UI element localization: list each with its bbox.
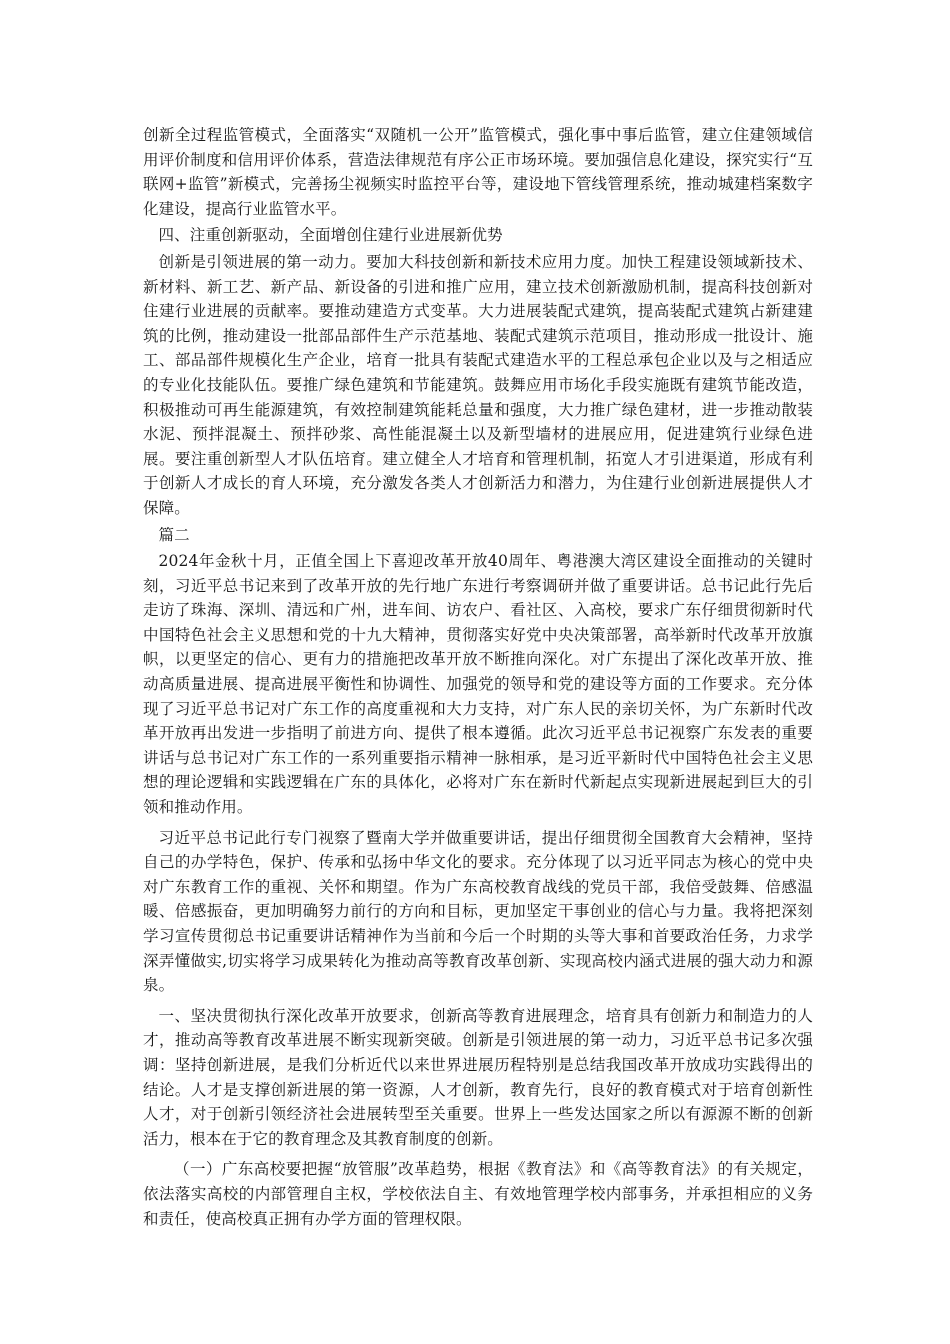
document-page [143,123,813,1231]
body-paragraph: （一）广东高校要把握“放管服”改革趋势，根据《教育法》和《高等教育法》的有关规定，依法落实高校的内部管理自主权，学校依法自主、有效地管理学校内部事务，并承担相应的义务和责任，使高校真正拥有办学方面的管理权限。 [143,1160,813,1228]
section-heading: 四、注重创新驱动，全面增创住建行业进展新优势 [158,226,503,245]
body-paragraph: 创新是引领进展的第一动力。要加大科技创新和新技术应用力度。加快工程建设领域新技术、新材料、新工艺、新产品、新设备的引进和推广应用，建立技术创新激励机制，提高科技创新对住建行业进展的贡献率。要推动建造方式变革。大力进展装配式建筑，提高装配式建筑占新建建筑的比例，推动建设一批部品部件生产示范基地、装配式建筑示范项目，推动形成一批设计、施工、部品部件规模化生产企业，培育一批具有装配式建造水平的工程总承包企业以及与之相适应的专业化技能队伍。要推广绿色建筑和节能建筑。鼓舞应用市场化手段实施既有建筑节能改造，积极推动可再生能源建筑，有效控制建筑能耗总量和强度，大力推广绿色建材，进一步推动散装水泥、预拌混凝土、预拌砂浆、高性能混凝土以及新型墙材的进展应用，促进建筑行业绿色进展。要注重创新型人才队伍培育。建立健全人才培育和管理机制，拓宽人才引进渠道，形成有利于创新人才成长的育人环境，充分激发各类人才创新活力和潜力，为住建行业创新进展提供人才保障。 [143,252,813,517]
body-paragraph: 一、坚决贯彻执行深化改革开放要求，创新高等教育进展理念，培育具有创新力和制造力的人才，推动高等教育改革进展不断实现新突破。创新是引领进展的第一动力，习近平总书记多次强调：坚持创新进展，是我们分析近代以来世界进展历程特别是总结我国改革开放成功实践得出的结论。人才是支撑创新进展的第一资源，人才创新，教育先行，良好的教育模式对于培育创新性人才，对于创新引领经济社会进展转型至关重要。世界上一些发达国家之所以有源源不断的创新活力，根本在于它的教育理念及其教育制度的创新。 [143,1006,813,1148]
body-paragraph: 2024年金秋十月，正值全国上下喜迎改革开放40周年、粤港澳大湾区建设全面推动的关键时刻，习近平总书记来到了改革开放的先行地广东进行考察调研并做了重要讲话。总书记此行先后走访了珠海、深圳、清远和广州，进车间、访农户、看社区、入高校，要求广东仔细贯彻新时代中国特色社会主义思想和党的十九大精神，贯彻落实好党中央决策部署，高举新时代改革开放旗帜，以更坚定的信心、更有力的措施把改革开放不断推向深化。对广东提出了深化改革开放、推动高质量进展、提高进展平衡性和协调性、加强党的领导和党的建设等方面的工作要求。充分体现了习近平总书记对广东工作的高度重视和大力支持，对广东人民的亲切关怀，为广东新时代改革开放再出发进一步指明了前进方向、提供了根本遵循。此次习近平总书记视察广东发表的重要讲话与总书记对广东工作的一系列重要指示精神一脉相承，是习近平新时代中国特色社会主义思想的理论逻辑和实践逻辑在广东的具体化，必将对广东在新时代新起点实现新进展起到巨大的引领和推动作用。 [143,552,813,817]
body-paragraph: 习近平总书记此行专门视察了暨南大学并做重要讲话，提出仔细贯彻全国教育大会精神，坚持自己的办学特色，保护、传承和弘扬中华文化的要求。充分体现了以习近平同志为核心的党中央对广东教育工作的重视、关怀和期望。作为广东高校教育战线的党员干部，我倍受鼓舞、倍感温暖、倍感振奋，更加明确努力前行的方向和目标，更加坚定干事创业的信心与力量。我将把深刻学习宣传贯彻总书记重要讲话精神作为当前和今后一个时期的头等大事和首要政治任务，力求学深弄懂做实,切实将学习成果转化为推动高等教育改革创新、实现高校内涵式进展的强大动力和源泉。 [143,828,813,995]
chapter-heading: 篇二 [158,525,190,544]
body-paragraph: 创新全过程监管模式，全面落实“双随机一公开”监管模式，强化事中事后监管，建立住建领域信用评价制度和信用评价体系，营造法律规范有序公正市场环境。要加强信息化建设，探究实行“互联网+监管”新模式，完善扬尘视频实时监控平台等，建设地下管线管理系统，推动城建档案数字化建设，提高行业监管水平。 [143,126,813,218]
